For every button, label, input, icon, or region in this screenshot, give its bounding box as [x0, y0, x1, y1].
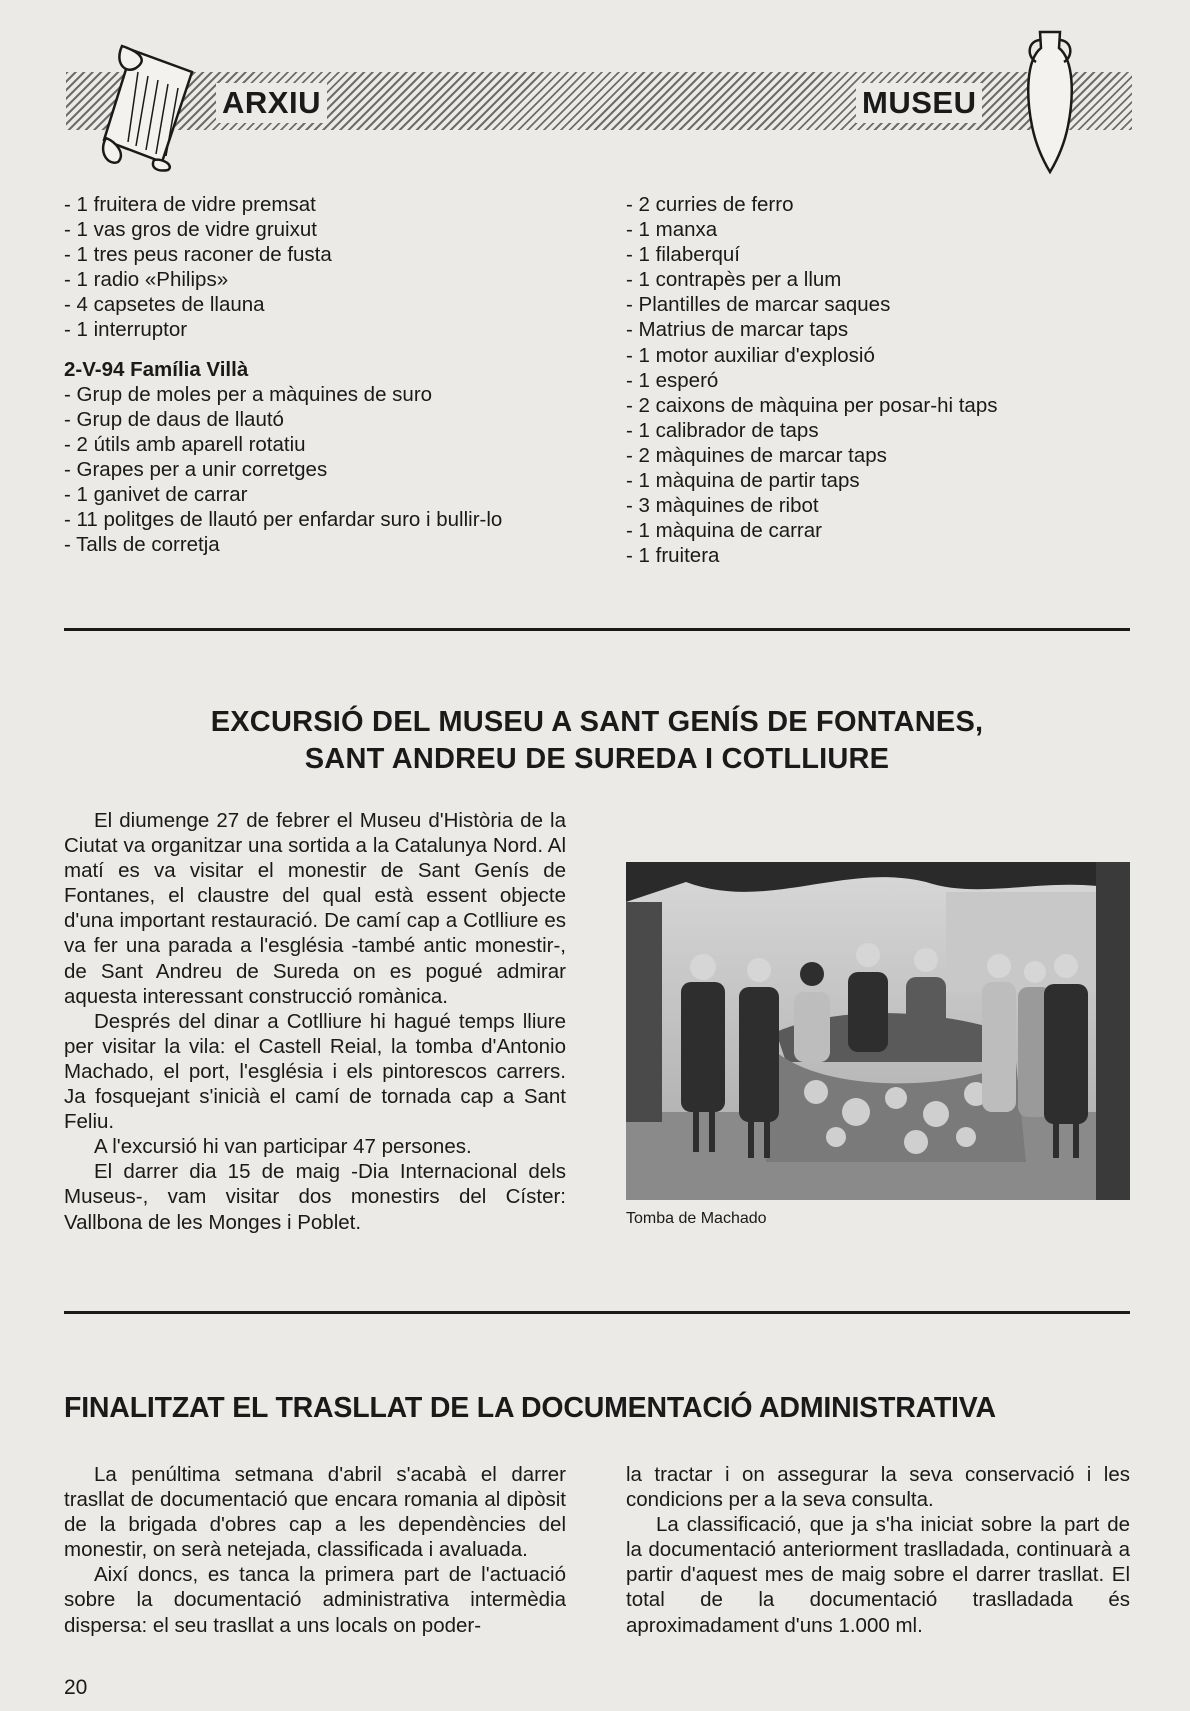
list-item: - 1 manxa	[626, 218, 718, 242]
list-item: - Grapes per a unir corretges	[64, 457, 328, 481]
list-item: - 1 màquina de partir taps	[626, 469, 860, 493]
article2-paragraph: la tractar i on assegurar la seva conservació i les condicions per a la seva consulta.	[626, 1463, 1130, 1512]
list-item: - 1 màquina de carrar	[626, 519, 822, 543]
article1-paragraph: A l'excursió hi van participar 47 persones.	[94, 1135, 472, 1159]
article2-body-right	[626, 1462, 1130, 1638]
article2-body-left	[64, 1462, 566, 1638]
list-spacer	[64, 343, 604, 357]
article1-paragraph: El diumenge 27 de febrer el Museu d'Història de la Ciutat va organitzar una sortida a la Catalunya Nord. Al matí es va visitar el monestir de Sant Genís de Fontanes, el claustre del qual està essent objecte d'una important restauració. De camí cap a Cotlliure es va fer una parada a l'església -també antic monestir-, de Sant Andreu de Sureda on es pogué admirar aquesta interessant construcció romànica.	[64, 809, 566, 1008]
list-item: - 1 tres peus raconer de fusta	[64, 243, 332, 267]
list-item: - 1 vas gros de vidre gruixut	[64, 218, 317, 242]
amphora-icon	[1022, 26, 1078, 176]
donor-subheading: 2-V-94 Família Villà	[64, 357, 249, 381]
list-item: - Grup de moles per a màquines de suro	[64, 382, 433, 406]
section-divider	[64, 1311, 1130, 1314]
scroll-icon	[92, 42, 204, 172]
photo-machado-tomb	[626, 862, 1130, 1200]
list-item: - 1 fruitera	[626, 544, 720, 568]
list-item: - 2 caixons de màquina per posar-hi taps	[626, 393, 998, 417]
list-item: - 1 filaberquí	[626, 243, 740, 267]
section-divider	[64, 628, 1130, 631]
list-item: - 2 útils amb aparell rotatiu	[64, 432, 306, 456]
list-item: - 1 motor auxiliar d'explosió	[626, 343, 875, 367]
list-item: - Grup de daus de llautó	[64, 407, 284, 431]
article2-paragraph: Així doncs, es tanca la primera part de l'actuació sobre la documentació administrativa intermèdia dispersa: el seu trasllat a uns locals on poder-	[64, 1563, 566, 1637]
list-item: - 1 radio «Philips»	[64, 268, 229, 292]
list-item: - 2 curries de ferro	[626, 193, 794, 216]
list-item: - 3 màquines de ribot	[626, 494, 819, 518]
article1-title-line1: EXCURSIÓ DEL MUSEU A SANT GENÍS DE FONTANES,	[210, 706, 984, 738]
article1-body	[64, 808, 566, 1235]
page-number: 20	[64, 1676, 88, 1699]
list-item: - 1 contrapès per a llum	[626, 268, 842, 292]
list-item: - 1 interruptor	[64, 318, 188, 342]
list-item: - 1 fruitera de vidre premsat	[64, 193, 316, 216]
list-item: - 2 màquines de marcar taps	[626, 443, 887, 467]
article2-paragraph: La penúltima setmana d'abril s'acabà el darrer trasllat de documentació que encara romania al dipòsit de la brigada d'obres cap a les dependències del monestir, on serà netejada, classificada i avaluada.	[64, 1463, 566, 1562]
list-item: - 11 politges de llautó per enfardar suro i bullir-lo	[64, 508, 503, 532]
article1-title-line2: SANT ANDREU DE SUREDA I COTLLIURE	[304, 743, 890, 775]
photo-caption: Tomba de Machado	[626, 1210, 767, 1227]
list-item: - Matrius de marcar taps	[626, 318, 849, 342]
donation-list-right	[626, 192, 1106, 568]
list-item: - Talls de corretja	[64, 533, 220, 557]
article1-paragraph: El darrer dia 15 de maig -Dia Internacional dels Museus-, vam visitar dos monestirs del Císter: Vallbona de les Monges i Poblet.	[64, 1160, 566, 1234]
list-item: - 1 ganivet de carrar	[64, 483, 248, 507]
article2-paragraph: La classificació, que ja s'ha iniciat sobre la part de la documentació anteriorment traslladada, continuarà a partir d'aquest mes de maig sobre el darrer trasllat. El total de la documentació traslladada és aproximadament d'uns 1.000 ml.	[626, 1513, 1130, 1637]
header-museu-label: MUSEU	[856, 83, 982, 123]
article1-paragraph: Després del dinar a Cotlliure hi hagué temps lliure per visitar la vila: el Castell Reial, la tomba d'Antonio Machado, el port, l'església i els pintorescos carrers. Ja fosquejant s'inicià el camí de tornada cap a Sant Feliu.	[64, 1009, 566, 1134]
header-arxiu-label: ARXIU	[216, 83, 327, 123]
list-item: - 1 esperó	[626, 368, 719, 392]
list-item: - Plantilles de marcar saques	[626, 293, 891, 317]
photo-illustration	[626, 862, 1130, 1200]
list-item: - 4 capsetes de llauna	[64, 293, 265, 317]
list-item: - 1 calibrador de taps	[626, 418, 819, 442]
article2-title: FINALITZAT EL TRASLLAT DE LA DOCUMENTACIÓ ADMINISTRATIVA	[64, 1392, 996, 1424]
donation-list-left	[64, 192, 604, 557]
